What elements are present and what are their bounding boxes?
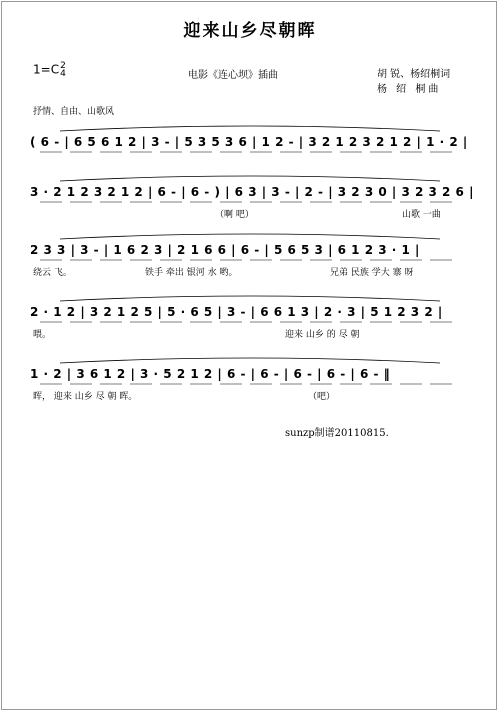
song-title: 迎来山乡尽朝晖 <box>183 21 317 41</box>
footer-signature: sunzp制谱20110815. <box>285 428 389 439</box>
slur-arc-2 <box>60 176 440 181</box>
lyric-3-1: 绕云 飞。 <box>33 268 72 278</box>
lyric-2-1: （啊 吧） <box>215 210 254 220</box>
slur-arc-4 <box>60 296 440 301</box>
lyric-4-1: 喂。 <box>33 330 52 340</box>
slur-arc-3 <box>60 234 440 239</box>
lyric-4-2: 迎来 山乡 的 尽 朝 <box>285 330 360 340</box>
notation-line-5: 1 · 2 | 3 6 1 2 | 3 · 5 2 1 2 | 6 - | 6 - | 6 - | 6 - | 6 - ‖ <box>30 367 391 381</box>
lyricist-credit: 胡 锐、杨绍桐词 <box>377 69 451 80</box>
subtitle: 电影《连心坝》插曲 <box>188 70 278 81</box>
lyric-5-1: 晖， 迎来 山乡 尽 朝 晖。 <box>33 392 138 402</box>
lyric-2-2: 山歌 一曲 <box>402 210 441 220</box>
key-label: 1=C <box>33 62 60 77</box>
notation-line-4: 2 · 1 2 | 3 2 1 2 5 | 5 · 6 5 | 3 - | 6 6 1 3 | 2 · 3 | 5 1 2 3 2 | <box>30 305 443 319</box>
notation-line-1: ( 6 - | 6 5 6 1 2 | 3 - | 5 3 5 3 6 | 1 2 - | 3 2 1 2 3 2 1 2 | 1 · 2 | <box>30 135 468 149</box>
slur-arc-1 <box>60 126 440 131</box>
lyric-5-2: （吧） <box>308 392 336 402</box>
lyric-3-2: 铁手 牵出 银河 水 哟。 <box>145 268 238 278</box>
lyric-3-3: 兄弟 民族 学大 寨 呀 <box>330 268 414 278</box>
composer-credit: 杨 绍 桐曲 <box>377 84 442 95</box>
tempo-marking: 抒情、自由、山歌风 <box>33 107 115 117</box>
time-top: 2 <box>60 61 66 71</box>
slur-arc-5 <box>60 358 440 363</box>
notation-line-3: 2 3 3 | 3 - | 1 6 2 3 | 2 1 6 6 | 6 - | 5 6 5 3 | 6 1 2 3 · 1 | <box>30 243 420 257</box>
time-bottom: 4 <box>60 69 66 79</box>
notation-line-2: 3 · 2 1 2 3 2 1 2 | 6 - | 6 - ) | 6 3 | 3 - | 2 - | 3 2 3 0 | 3 2 3 2 6 | <box>30 185 474 199</box>
